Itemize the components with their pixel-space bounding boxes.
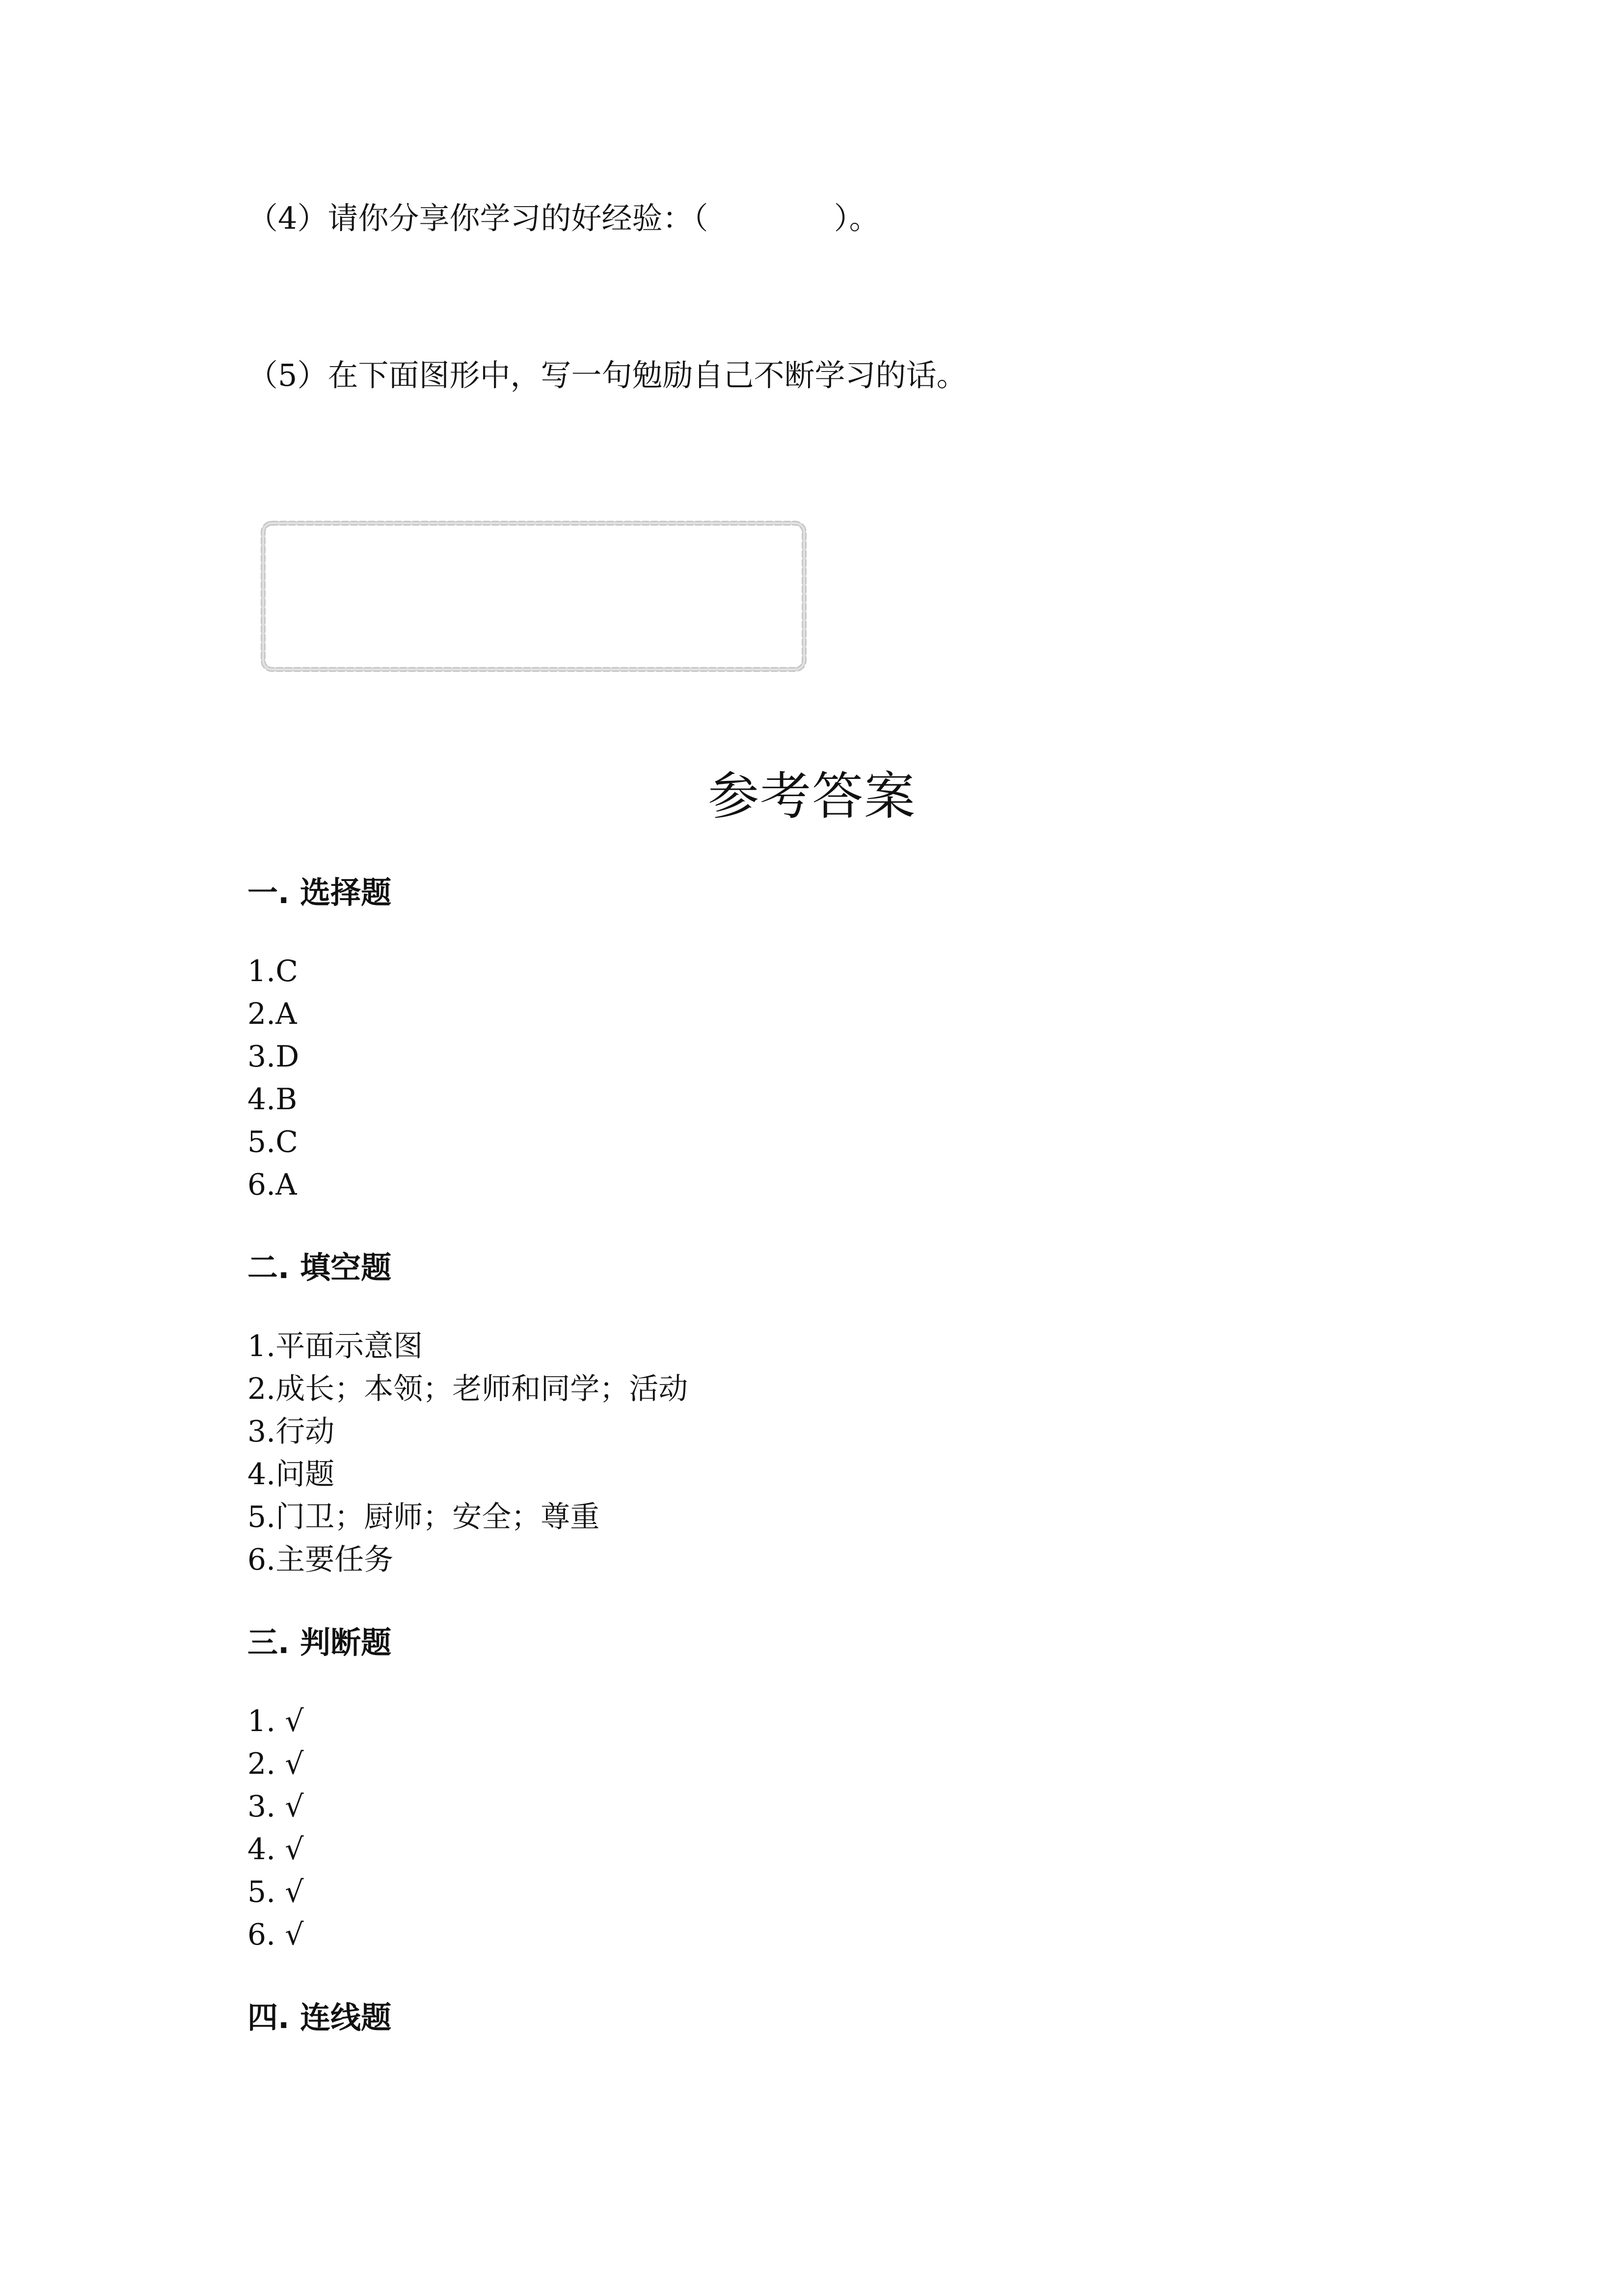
section-heading-choice: 一. 选择题 [247,875,392,910]
list-item: 2.A [247,997,297,1031]
section-heading-fill-blank: 二. 填空题 [247,1250,392,1285]
list-item: 6.主要任务 [247,1543,394,1577]
list-item: 4. √ [247,1832,304,1867]
answer-list-fill-blank [247,1325,688,1581]
list-item: 3.D [247,1040,299,1074]
decorative-writing-frame [259,519,808,673]
list-item: 2. √ [247,1747,304,1781]
list-item: 1.C [247,954,298,988]
answers-title: 参考答案 [707,766,916,826]
section-heading-matching: 四. 连线题 [247,2000,392,2035]
question-4: （4）请你分享你学习的好经验：（ ）。 [247,200,880,236]
list-item: 5. √ [247,1875,304,1909]
list-item: 6.A [247,1168,297,1202]
list-item: 3.行动 [247,1415,335,1449]
list-item: 1.平面示意图 [247,1329,423,1363]
list-item: 1. √ [247,1704,304,1738]
list-item: 5.C [247,1125,298,1159]
list-item: 4.B [247,1082,298,1117]
answer-list-choice [247,950,299,1206]
question-5: （5）在下面图形中，写一句勉励自己不断学习的话。 [247,357,967,393]
list-item: 2.成长；本领；老师和同学；活动 [247,1372,688,1406]
list-item: 3. √ [247,1789,304,1824]
list-item: 6. √ [247,1918,304,1952]
answer-list-true-false [247,1700,304,1956]
list-item: 4.问题 [247,1457,335,1492]
section-heading-true-false: 三. 判断题 [247,1625,392,1660]
list-item: 5.门卫；厨师；安全；尊重 [247,1500,600,1534]
